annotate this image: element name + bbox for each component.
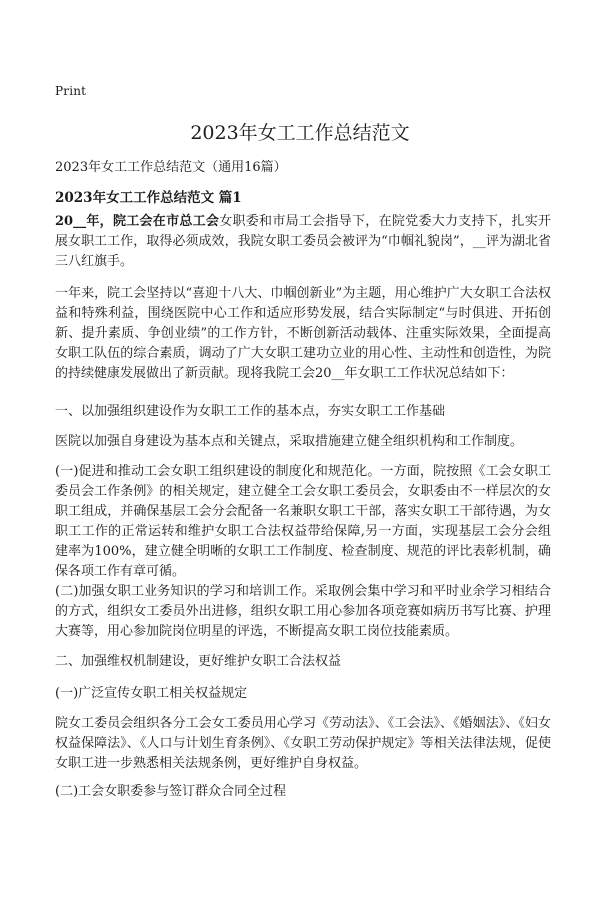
paragraph-law-study: 院女工委员会组织各分工会女工委员用心学习《劳动法》、《工会法》、《婚姻法》、《妇女权益保障法》、《人口与计划生育条例》、《女职工劳动保护规定》等相关法律法规，促使女职工进一步熟悉相关法规条例，更好维护自身权益。 [55, 716, 551, 771]
section-heading: 2023年女工工作总结范文 篇1 [55, 190, 242, 206]
paragraph-item-two: (二)加强女职工业务知识的学习和培训工作。采取例会集中学习和平时业余学习相结合的方式，组织女工委员外出进修，组织女职工用心参加各项竞赛如病历书写比赛、护理大赛等，用心参加院岗位明星的评选，不断提高女职工岗位技能素质。 [55, 584, 551, 639]
paragraph-intro-rest: 女职委和市局工会指导下，在院党委大力支持下，扎实开展女职工工作，取得必须成效，我院女职工委员会被评为“巾帼礼貌岗”，__评为湖北省三八红旗手。 [55, 214, 551, 269]
print-label: Print [55, 84, 87, 98]
heading-part-one: 一、以加强组织建设作为女职工工作的基本点，夯实女职工工作基础 [55, 404, 446, 419]
paragraph-intro-bold: 20__年，院工会在市总工会 [55, 214, 220, 229]
paragraph-org-building: 医院以加强自身建设为基本点和关键点，采取措施建立健全组织机构和工作制度。 [55, 434, 524, 449]
subheading-rights-publicity: (一)广泛宣传女职工相关权益规定 [55, 686, 248, 701]
paragraph-intro [55, 212, 551, 272]
subheading-contract: (二)工会女职委参与签订群众合同全过程 [55, 784, 287, 799]
paragraph-item-one: (一)促进和推动工会女职工组织建设的制度化和规范化。一方面，院按照《工会女职工委员会工作条例》的相关规定，建立健全工会女职工委员会，女职委由不一样层次的女职工组成，并确保基层工会分会配备一名兼职女职工干部，落实女职工干部待遇，为女职工工作的正常运转和维护女职工合法权益带给保障,另一方面，实现基层工会分会组建率为100%，建立健全明晰的女职工工作制度、检查制度、规范的评比表彰机制，确保各项工作有章可循。 [55, 464, 551, 579]
heading-part-two: 二、加强维权机制建设，更好维护女职工合法权益 [55, 654, 342, 669]
document-subtitle: 2023年女工工作总结范文（通用16篇） [55, 160, 287, 175]
page-title: 2023年女工工作总结范文 [190, 122, 410, 144]
paragraph-overview: 一年来，院工会坚持以“喜迎十八大、巾帼创新业”为主题，用心维护广大女职工合法权益和特殊利益，围绕医院中心工作和适应形势发展，结合实际制定“与时俱进、开拓创新、提升素质、争创业绩”的工作方针，不断创新活动载体、注重实际效果，全面提高女职工队伍的综合素质，调动了广大女职工建功立业的用心性、主动性和创造性，为院的持续健康发展做出了新贡献。现将我院工会20__年女职工工作状况总结如下： [55, 286, 551, 381]
